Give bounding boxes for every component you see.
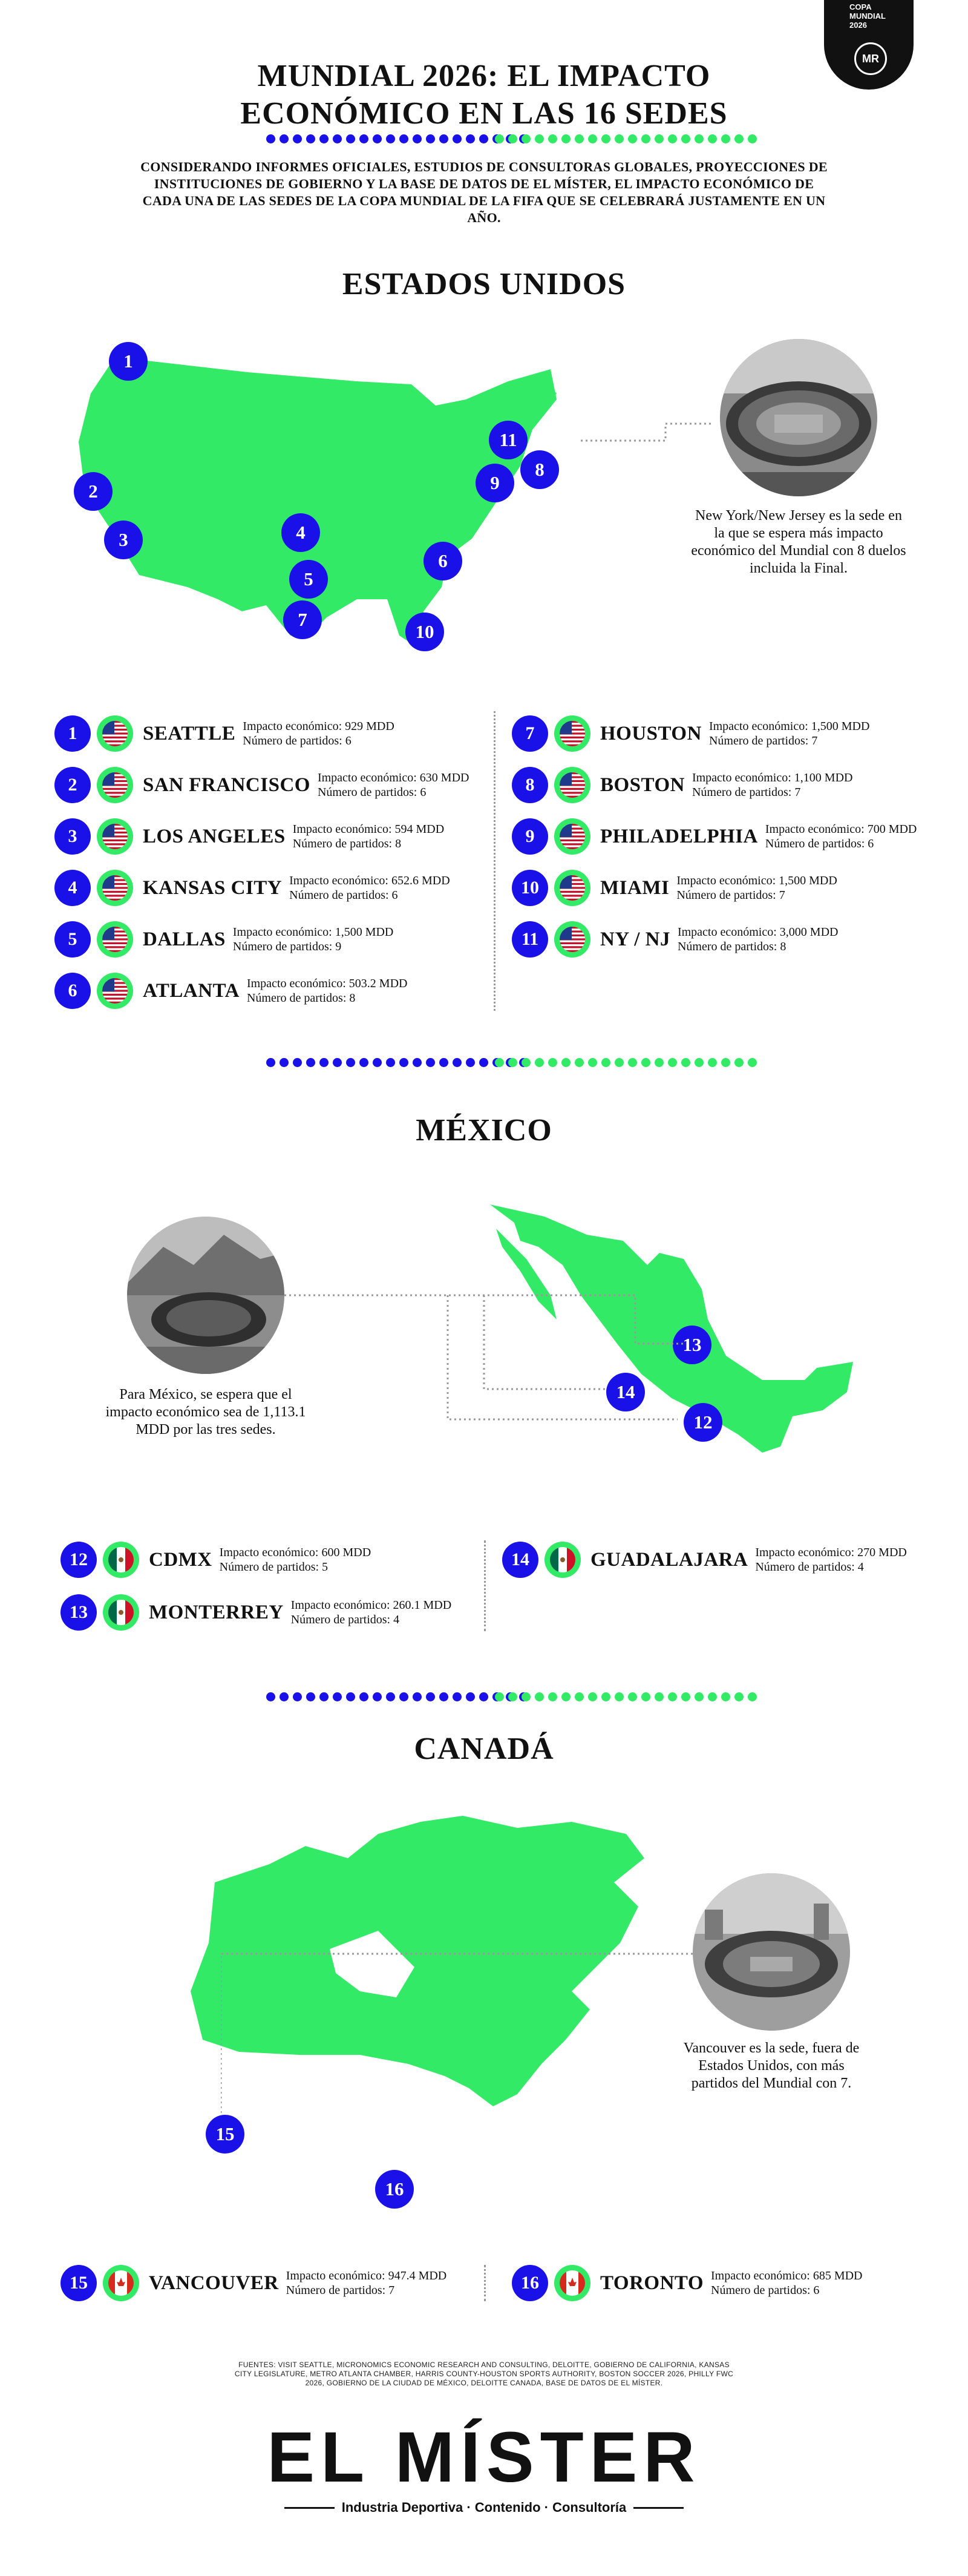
city-impact: Impacto económico: 3,000 MDD (677, 925, 839, 939)
city-stats (692, 770, 853, 800)
dot (615, 134, 624, 143)
city-row-kansas-city (54, 869, 450, 907)
city-row-guadalajara (502, 1540, 907, 1579)
dot (479, 1058, 488, 1067)
city-stats (289, 873, 450, 902)
page-title: MUNDIAL 2026: EL IMPACTO ECONÓMICO EN LAS 16 SEDES (240, 59, 728, 131)
dot (466, 1058, 475, 1067)
dot (721, 1692, 730, 1701)
dot (668, 134, 677, 143)
dot (413, 134, 422, 143)
dot (535, 1692, 544, 1701)
map-badge-philadelphia: 9 (476, 464, 514, 502)
dot (615, 1058, 624, 1067)
city-number-badge: 10 (512, 870, 548, 906)
dot (466, 134, 475, 143)
dot (628, 1692, 637, 1701)
us-flag-icon (97, 715, 133, 752)
dot (681, 1692, 690, 1701)
us-flag-icon (554, 715, 590, 752)
city-row-monterrey (60, 1593, 451, 1632)
city-name: NY / NJ (600, 928, 670, 950)
divider-dots-blue (266, 134, 528, 144)
map-badge-dallas: 5 (289, 560, 328, 599)
city-stats (755, 1545, 907, 1574)
us-flag-icon (97, 767, 133, 803)
dot (306, 1692, 315, 1701)
dot (399, 1058, 408, 1067)
dot (734, 1692, 744, 1701)
city-stats (765, 822, 917, 851)
us-flag-icon (554, 818, 590, 855)
map-badge-ny-nj: 11 (489, 421, 528, 459)
dot (386, 134, 395, 143)
city-matches: Número de partidos: 8 (246, 991, 356, 1005)
mx-flag-icon (103, 1594, 139, 1631)
city-stats (293, 822, 445, 851)
city-matches: Número de partidos: 4 (290, 1613, 400, 1626)
city-row-houston (512, 714, 869, 753)
dot (628, 1058, 637, 1067)
city-impact: Impacto económico: 503.2 MDD (246, 977, 408, 990)
divider-dots-green (495, 134, 757, 144)
city-impact: Impacto económico: 1,100 MDD (692, 771, 853, 784)
dot (495, 1058, 504, 1067)
caption-mexico: Para México, se espera que el impacto económico sea de 1,113.1 MDD por las tres sedes. (105, 1387, 306, 1438)
city-impact: Impacto económico: 1,500 MDD (676, 874, 837, 887)
section-title-mexico: MÉXICO (416, 1113, 552, 1148)
dot (575, 1692, 584, 1701)
dot (426, 1692, 435, 1701)
city-number-badge: 11 (512, 921, 548, 958)
city-row-boston (512, 766, 852, 804)
stadium-photo-metlife (720, 339, 877, 496)
city-stats (233, 925, 394, 954)
dot (453, 134, 462, 143)
dot (628, 134, 637, 143)
dot (333, 1058, 342, 1067)
us-flag-icon (554, 870, 590, 906)
dot (508, 1058, 517, 1067)
dot (495, 134, 504, 143)
city-number-badge: 16 (512, 2265, 548, 2301)
connector-line-canada (221, 1943, 693, 2118)
divider-dots-blue (266, 1058, 528, 1068)
city-number-badge: 14 (502, 1542, 538, 1578)
dot (359, 1058, 368, 1067)
city-matches: Número de partidos: 7 (692, 786, 801, 799)
dot (522, 1058, 531, 1067)
dot (561, 1058, 571, 1067)
city-stats (286, 2269, 447, 2298)
dot (319, 1692, 329, 1701)
city-stats (247, 976, 408, 1005)
dot (333, 134, 342, 143)
us-flag-icon (554, 921, 590, 958)
city-name: GUADALAJARA (590, 1548, 748, 1571)
usa-map (73, 345, 581, 672)
city-stats (220, 1545, 371, 1574)
dot (655, 1692, 664, 1701)
sources-text: FUENTES: VISIT SEATTLE, MICRONOMICS ECONOMIC RESEARCH AND CONSULTING, DELOITTE, GOBIERNO DE CALIFORNIA, KANSAS CITY LEGISLATURE, METRO ATLANTA CHAMBER, HARRIS COUNTY-HOUSTON SPORTS AUTHORITY, BOSTON SOCCER 2026, PHILLY FWC 2026, GOBIERNO DE LA CIUDAD DE MÉXICO, DELOITTE CANADA, BASE DE DATOS DE EL MÍSTER. (234, 2361, 734, 2387)
mister-logo-icon: MR (854, 42, 887, 75)
city-row-vancouver (60, 2264, 446, 2302)
dot (439, 134, 448, 143)
city-name: PHILADELPHIA (600, 825, 758, 847)
dot (668, 1058, 677, 1067)
dot (695, 134, 704, 143)
city-number-badge: 12 (60, 1542, 97, 1578)
dot (708, 134, 717, 143)
dot (495, 1692, 504, 1701)
city-impact: Impacto económico: 1,500 MDD (708, 720, 870, 733)
city-matches: Número de partidos: 7 (286, 2284, 395, 2297)
dot (721, 1058, 730, 1067)
city-matches: Número de partidos: 5 (219, 1560, 329, 1574)
dot (641, 1692, 650, 1701)
stadium-photo-monterrey (127, 1217, 284, 1374)
city-number-badge: 9 (512, 818, 548, 855)
city-name: TORONTO (600, 2272, 704, 2294)
mx-flag-icon (103, 1542, 139, 1578)
dot (466, 1692, 475, 1701)
dot (561, 1692, 571, 1701)
caption-canada: Vancouver es la sede, fuera de Estados Unidos, con más partidos del Mundial con 7. (683, 2040, 860, 2091)
map-badge-boston: 8 (520, 450, 559, 489)
city-stats (676, 873, 837, 902)
dot (346, 134, 355, 143)
city-row-miami (512, 869, 837, 907)
dot (548, 1692, 557, 1701)
city-matches: Número de partidos: 9 (232, 940, 342, 953)
dot (386, 1058, 395, 1067)
dot (601, 1058, 610, 1067)
dot (588, 1058, 597, 1067)
map-badge-cdmx: 12 (684, 1403, 722, 1442)
city-name: CDMX (149, 1548, 212, 1571)
city-stats (291, 1598, 452, 1627)
section-title-usa: ESTADOS UNIDOS (342, 267, 626, 301)
city-row-cdmx (60, 1540, 371, 1579)
city-number-badge: 15 (60, 2265, 97, 2301)
dot (748, 1692, 757, 1701)
city-row-ny-nj (512, 920, 838, 959)
dot (535, 1058, 544, 1067)
dot (588, 1692, 597, 1701)
dot (588, 134, 597, 143)
city-number-badge: 8 (512, 767, 548, 803)
dot (346, 1058, 355, 1067)
dot (266, 1058, 275, 1067)
caption-usa: New York/New Jersey es la sede en la que se espera más impacto económico del Mundial con 8 duelos incluida la Final. (691, 508, 906, 576)
dot (708, 1058, 717, 1067)
city-matches: Número de partidos: 4 (755, 1560, 864, 1574)
city-stats (709, 719, 870, 748)
dot (386, 1692, 395, 1701)
dot (721, 134, 730, 143)
map-badge-monterrey: 13 (673, 1326, 711, 1364)
dot (293, 1692, 302, 1701)
city-name: LOS ANGELES (143, 825, 286, 847)
dot (748, 134, 757, 143)
dot (426, 134, 435, 143)
dot (373, 134, 382, 143)
dot (453, 1692, 462, 1701)
city-number-badge: 5 (54, 921, 91, 958)
city-stats (678, 925, 839, 954)
intro-text: CONSIDERANDO INFORMES OFICIALES, ESTUDIOS DE CONSULTORAS GLOBALES, PROYECCIONES DE INSTITUCIONES DE GOBIERNO Y LA BASE DE DATOS DE EL MÍSTER, EL IMPACTO ECONÓMICO DE CADA UNA DE LAS SEDES DE LA COPA MUNDIAL DE LA FIFA QUE SE CELEBRARÁ JUSTAMENTE EN UN AÑO. (140, 159, 828, 225)
dot (399, 134, 408, 143)
dot (333, 1692, 342, 1701)
map-badge-kansas-city: 4 (281, 513, 320, 552)
city-row-san-francisco (54, 766, 469, 804)
dot (681, 1058, 690, 1067)
map-badge-miami: 10 (405, 613, 444, 651)
dot (708, 1692, 717, 1701)
dot (399, 1692, 408, 1701)
dot (522, 1692, 531, 1701)
city-impact: Impacto económico: 260.1 MDD (290, 1598, 452, 1612)
city-stats (243, 719, 394, 748)
city-impact: Impacto económico: 929 MDD (243, 720, 394, 733)
dot (641, 1058, 650, 1067)
city-row-atlanta (54, 971, 407, 1010)
city-number-badge: 3 (54, 818, 91, 855)
us-flag-icon (97, 921, 133, 958)
map-badge-guadalajara: 14 (606, 1373, 645, 1411)
dot (439, 1058, 448, 1067)
city-number-badge: 2 (54, 767, 91, 803)
dot (695, 1692, 704, 1701)
map-badge-houston: 7 (283, 600, 322, 639)
dot (426, 1058, 435, 1067)
city-stats (711, 2269, 863, 2298)
dot (695, 1058, 704, 1067)
city-name: MIAMI (600, 876, 670, 899)
dot (280, 1692, 289, 1701)
dot (641, 134, 650, 143)
city-matches: Número de partidos: 8 (677, 940, 786, 953)
city-impact: Impacto económico: 685 MDD (711, 2269, 863, 2282)
dot (548, 1058, 557, 1067)
dot (601, 1692, 610, 1701)
mx-flag-icon (544, 1542, 581, 1578)
dot (266, 134, 275, 143)
dot (734, 1058, 744, 1067)
dot (439, 1692, 448, 1701)
dot (561, 134, 571, 143)
dot (508, 134, 517, 143)
dot (413, 1058, 422, 1067)
list-divider-canada (484, 2265, 486, 2301)
dot (479, 134, 488, 143)
dot (655, 1058, 664, 1067)
dot (280, 134, 289, 143)
dot (575, 1058, 584, 1067)
dot (479, 1692, 488, 1701)
city-matches: Número de partidos: 6 (317, 786, 427, 799)
dot (734, 134, 744, 143)
city-name: KANSAS CITY (143, 876, 283, 899)
dot (453, 1058, 462, 1067)
city-number-badge: 1 (54, 715, 91, 752)
section-title-canada: CANADÁ (414, 1732, 554, 1766)
map-badge-vancouver: 15 (206, 2115, 244, 2154)
city-impact: Impacto económico: 700 MDD (765, 823, 917, 836)
dot (359, 1692, 368, 1701)
map-badge-atlanta: 6 (424, 542, 462, 580)
ca-flag-icon (103, 2265, 139, 2301)
city-impact: Impacto económico: 270 MDD (755, 1546, 907, 1559)
dot (280, 1058, 289, 1067)
city-impact: Impacto económico: 600 MDD (219, 1546, 371, 1559)
dot (293, 134, 302, 143)
city-name: ATLANTA (143, 979, 240, 1002)
city-name: SAN FRANCISCO (143, 774, 310, 796)
dot (266, 1692, 275, 1701)
city-matches: Número de partidos: 6 (711, 2284, 820, 2297)
dot (575, 134, 584, 143)
list-divider-mexico (484, 1540, 486, 1631)
dot (548, 134, 557, 143)
city-number-badge: 6 (54, 973, 91, 1009)
city-matches: Número de partidos: 6 (243, 734, 352, 748)
dot (306, 134, 315, 143)
dot (535, 134, 544, 143)
city-impact: Impacto económico: 947.4 MDD (286, 2269, 447, 2282)
dot (373, 1058, 382, 1067)
city-matches: Número de partidos: 8 (292, 837, 402, 850)
city-matches: Número de partidos: 7 (708, 734, 818, 748)
ca-flag-icon (554, 2265, 590, 2301)
city-name: SEATTLE (143, 722, 236, 744)
dot (668, 1692, 677, 1701)
city-matches: Número de partidos: 7 (676, 889, 785, 902)
brand-logo: EL MÍSTER (267, 2417, 701, 2497)
city-name: DALLAS (143, 928, 226, 950)
divider-dots-blue (266, 1692, 528, 1702)
dot (306, 1058, 315, 1067)
us-flag-icon (97, 818, 133, 855)
city-number-badge: 4 (54, 870, 91, 906)
city-number-badge: 13 (60, 1594, 97, 1631)
dot (346, 1692, 355, 1701)
map-badge-los-angeles: 3 (104, 521, 143, 559)
city-stats (318, 770, 469, 800)
city-number-badge: 7 (512, 715, 548, 752)
divider-dots-green (495, 1058, 757, 1068)
dot (681, 134, 690, 143)
city-row-los-angeles (54, 817, 444, 856)
city-impact: Impacto económico: 630 MDD (317, 771, 469, 784)
list-divider-usa (494, 711, 495, 1011)
city-name: HOUSTON (600, 722, 702, 744)
usa-shape (79, 357, 557, 648)
dot (522, 134, 531, 143)
connector-line-usa (581, 418, 714, 448)
dot (319, 1058, 329, 1067)
dot (373, 1692, 382, 1701)
dot (293, 1058, 302, 1067)
stadium-photo-bc-place (693, 1873, 850, 2031)
dot (601, 134, 610, 143)
city-name: MONTERREY (149, 1601, 284, 1623)
us-flag-icon (97, 870, 133, 906)
city-name: VANCOUVER (149, 2272, 279, 2294)
city-row-philadelphia (512, 817, 917, 856)
dot (508, 1692, 517, 1701)
city-impact: Impacto económico: 652.6 MDD (289, 874, 450, 887)
us-flag-icon (97, 973, 133, 1009)
dot (413, 1692, 422, 1701)
map-badge-san-francisco: 2 (74, 472, 113, 511)
connector-lines-mexico (284, 1289, 696, 1434)
corner-badge-text: COPA MUNDIAL 2026 (849, 2, 886, 30)
dot (319, 134, 329, 143)
city-name: BOSTON (600, 774, 685, 796)
city-row-seattle (54, 714, 394, 753)
dot (655, 134, 664, 143)
city-matches: Número de partidos: 6 (289, 889, 398, 902)
dot (748, 1058, 757, 1067)
city-row-dallas (54, 920, 393, 959)
us-flag-icon (554, 767, 590, 803)
city-impact: Impacto económico: 594 MDD (292, 823, 445, 836)
city-impact: Impacto económico: 1,500 MDD (232, 925, 394, 939)
city-row-toronto (512, 2264, 863, 2302)
divider-dots-green (495, 1692, 757, 1702)
map-badge-seattle: 1 (109, 342, 148, 381)
map-badge-toronto: 16 (375, 2170, 414, 2209)
dot (359, 134, 368, 143)
brand-tagline: Industria Deportiva · Contenido · Consultoría (284, 2500, 684, 2515)
city-matches: Número de partidos: 6 (765, 837, 874, 850)
dot (615, 1692, 624, 1701)
